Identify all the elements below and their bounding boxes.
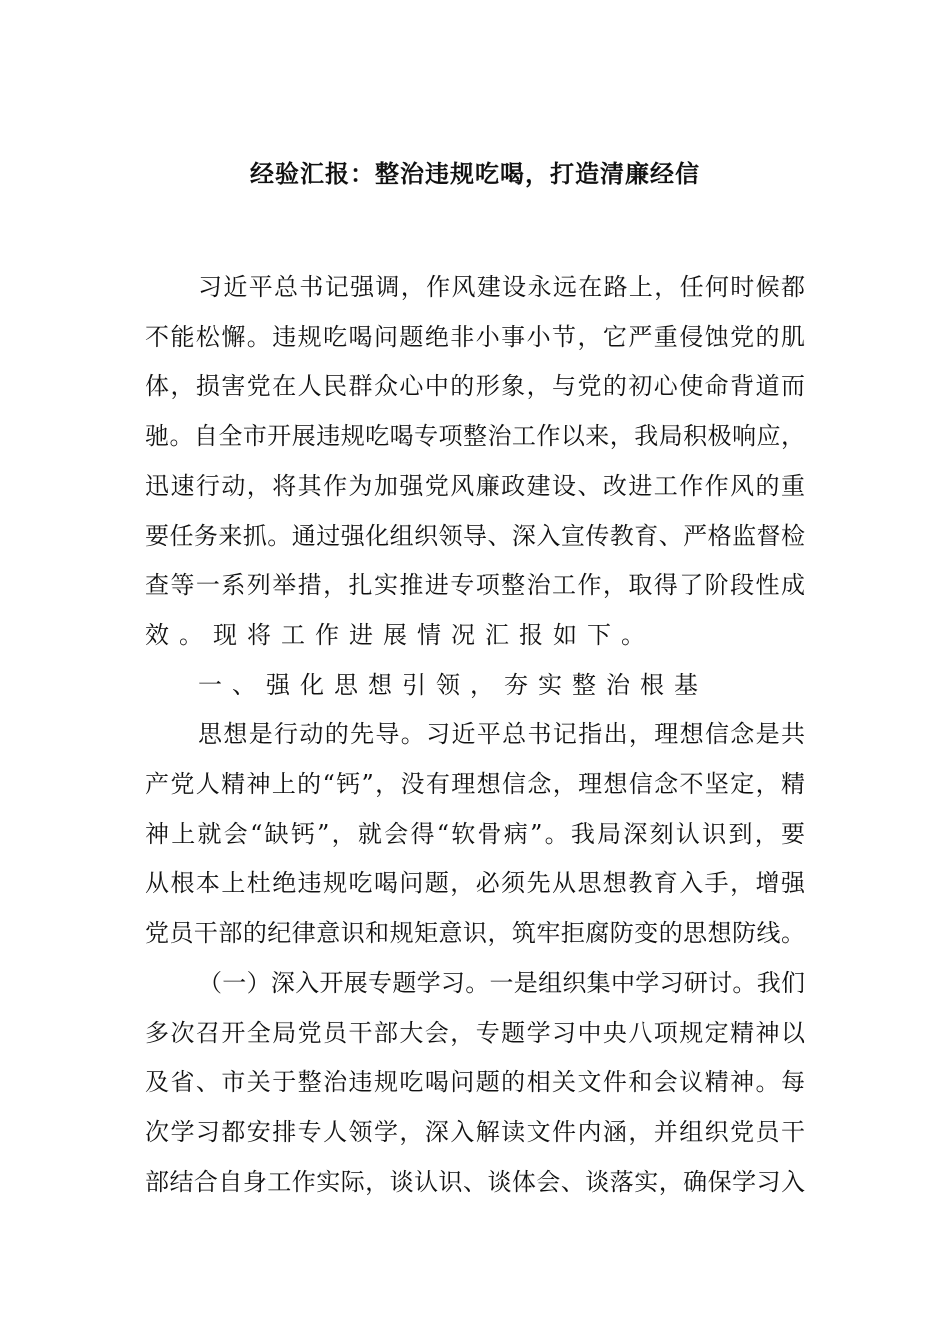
- text-line: 产党人精神上的“钙”，没有理想信念，理想信念不坚定，精: [145, 770, 805, 798]
- text-line: 党员干部的纪律意识和规矩意识，筑牢拒腐防变的思想防线。: [145, 919, 805, 948]
- text-line: 从根本上杜绝违规吃喝问题，必须先从思想教育入手，增强: [145, 869, 805, 898]
- text-line: 一、强化思想引领，夯实整治根基: [198, 670, 708, 699]
- text-line: 不能松懈。违规吃喝问题绝非小事小节，它严重侵蚀党的肌: [145, 322, 805, 351]
- text-line: 迅速行动，将其作为加强党风廉政建设、改进工作作风的重: [145, 471, 805, 500]
- text-line: 体，损害党在人民群众心中的形象，与党的初心使命背道而: [145, 372, 805, 401]
- text-line: 驰。自全市开展违规吃喝专项整治工作以来，我局积极响应，: [145, 422, 805, 451]
- text-line: 部结合自身工作实际，谈认识、谈体会、谈落实，确保学习入: [145, 1167, 805, 1196]
- text-line: 多次召开全局党员干部大会，专题学习中央八项规定精神以: [145, 1018, 805, 1047]
- text-line: 神上就会“缺钙”，就会得“软骨病”。我局深刻认识到，要: [145, 819, 805, 848]
- text-line: 查等一系列举措，扎实推进专项整治工作，取得了阶段性成: [145, 571, 805, 600]
- text-line: （一）深入开展专题学习。一是组织集中学习研讨。我们: [198, 968, 805, 997]
- text-line: 习近平总书记强调，作风建设永远在路上，任何时候都: [198, 273, 805, 301]
- text-line: 及省、市关于整治违规吃喝问题的相关文件和会议精神。每: [145, 1068, 805, 1097]
- text-line: 思想是行动的先导。习近平总书记指出，理想信念是共: [198, 720, 805, 749]
- text-line: 次学习都安排专人领学，深入解读文件内涵，并组织党员干: [145, 1117, 805, 1146]
- text-line: 效。现将工作进展情况汇报如下。: [145, 620, 655, 649]
- document-title: 经验汇报：整治违规吃喝，打造清廉经信: [250, 159, 700, 188]
- text-line: 要任务来抓。通过强化组织领导、深入宣传教育、严格监督检: [145, 521, 805, 550]
